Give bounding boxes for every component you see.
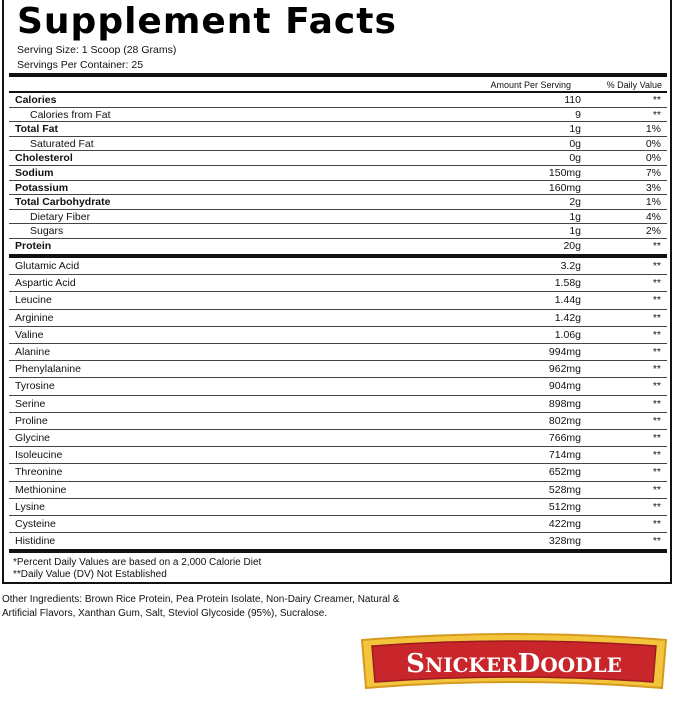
nutrient-amount: 2g: [569, 196, 581, 209]
nutrient-row: [9, 122, 667, 137]
amino-acid-amount: 1.58g: [554, 277, 581, 290]
nutrient-row: [9, 210, 667, 225]
amino-acid-row: [9, 396, 667, 413]
amino-acid-name: Histidine: [15, 535, 56, 548]
amino-acid-amount: 528mg: [548, 483, 581, 496]
other-ingredients: Other Ingredients: Brown Rice Protein, Pea Protein Isolate, Non-Dairy Creamer, Natural & Artificial Flavors, Xanthan Gum, Salt, Steviol Glycoside (95%), Sucralose.: [2, 594, 400, 619]
thick-divider-bottom: [9, 549, 667, 553]
amino-acid-amount: 994mg: [548, 346, 581, 358]
amino-acid-name: Glutamic Acid: [15, 260, 80, 272]
amino-acid-amount: 714mg: [548, 449, 581, 462]
nutrient-name: Calories: [15, 94, 57, 106]
amino-acid-name: Threonine: [15, 466, 63, 479]
nutrient-row: [9, 181, 667, 196]
amino-acid-amount: 898mg: [548, 397, 581, 410]
amino-acid-amount: 1.42g: [554, 311, 581, 324]
nutrient-amount: 9: [575, 108, 581, 121]
amino-acid-name: Isoleucine: [15, 449, 63, 462]
nutrient-daily-value: 2%: [645, 225, 661, 238]
amino-acid-amount: 766mg: [548, 432, 581, 444]
amino-acid-daily-value: **: [652, 500, 661, 513]
nutrient-name: Sugars: [30, 225, 64, 238]
amino-acid-daily-value: **: [652, 294, 661, 307]
flavor-badge-graphic: [358, 630, 670, 695]
amino-acid-amount: 328mg: [548, 535, 581, 548]
amino-acid-row: [9, 258, 667, 275]
flavor-name: SNICKERDOODLE: [406, 649, 622, 679]
amino-acid-row: [9, 482, 667, 499]
amino-acid-name: Proline: [15, 414, 48, 427]
amino-acid-name: Cysteine: [15, 518, 56, 530]
amino-acid-daily-value: **: [652, 397, 661, 410]
amino-acid-daily-value: **: [652, 449, 661, 462]
amino-acid-amount: 512mg: [548, 500, 581, 513]
nutrient-amount: 0g: [569, 152, 581, 165]
nutrient-name: Cholesterol: [15, 152, 73, 165]
amino-acid-row: [9, 378, 667, 395]
amino-acid-daily-value: **: [652, 432, 661, 444]
servings-per-container: Servings Per Container: 25: [17, 59, 144, 71]
amino-acid-amount: 904mg: [548, 380, 581, 393]
amino-acid-daily-value: **: [652, 346, 661, 358]
nutrient-row: [9, 166, 667, 181]
footnote-dv-not-established: **Daily Value (DV) Not Established: [13, 569, 167, 580]
amino-acid-daily-value: **: [652, 328, 661, 341]
amino-acid-row: [9, 516, 667, 533]
amino-acid-row: [9, 361, 667, 378]
snickerdoodle-flavor-badge: [358, 630, 670, 695]
amino-acid-daily-value: **: [652, 311, 661, 324]
thick-divider-top: [9, 73, 667, 77]
nutrient-name: Dietary Fiber: [30, 210, 91, 223]
amino-acid-row: [9, 310, 667, 327]
nutrient-daily-value: 3%: [645, 181, 661, 194]
nutrient-daily-value: **: [652, 108, 661, 121]
amino-acid-row: [9, 447, 667, 464]
amino-acid-daily-value: **: [652, 535, 661, 548]
nutrient-amount: 1g: [569, 225, 581, 238]
amino-acid-amount: 422mg: [548, 518, 581, 530]
nutrient-daily-value: **: [652, 240, 661, 252]
amino-acid-name: Valine: [15, 328, 44, 341]
nutrient-amount: 20g: [563, 240, 581, 252]
amino-acid-amount: 962mg: [548, 363, 581, 376]
amino-acid-amount: 3.2g: [560, 260, 581, 272]
serving-size: Serving Size: 1 Scoop (28 Grams): [17, 44, 177, 56]
amino-acid-amount: 1.06g: [554, 328, 581, 341]
nutrient-row: [9, 239, 667, 254]
amino-acid-row: [9, 292, 667, 309]
amino-acid-daily-value: **: [652, 277, 661, 290]
nutrient-amount: 0g: [569, 137, 581, 150]
nutrient-amount: 1g: [569, 123, 581, 136]
amino-acid-row: [9, 430, 667, 447]
nutrient-amount: 110: [564, 94, 581, 106]
nutrient-amount: 1g: [569, 210, 581, 223]
nutrient-daily-value: 1%: [645, 123, 661, 136]
amino-acid-amount: 652mg: [548, 466, 581, 479]
nutrient-name: Total Carbohydrate: [15, 196, 111, 209]
nutrient-row: [9, 108, 667, 123]
amino-acid-amount: 1.44g: [554, 294, 581, 307]
amino-acid-name: Leucine: [15, 294, 52, 307]
nutrient-row: [9, 151, 667, 166]
nutrient-row: [9, 93, 667, 108]
amino-acid-row: [9, 533, 667, 550]
nutrient-amount: 160mg: [548, 181, 581, 194]
amino-acid-name: Aspartic Acid: [15, 277, 76, 290]
amino-acid-name: Arginine: [15, 311, 54, 324]
amino-acid-row: [9, 275, 667, 292]
amino-acid-amount: 802mg: [548, 414, 581, 427]
amino-acid-daily-value: **: [652, 483, 661, 496]
label-title: Supplement Facts: [17, 1, 397, 42]
amino-acid-daily-value: **: [652, 380, 661, 393]
nutrient-amount: 150mg: [548, 167, 581, 179]
nutrient-daily-value: 0%: [645, 152, 661, 165]
nutrient-daily-value: **: [652, 94, 661, 106]
amino-acid-name: Serine: [15, 397, 46, 410]
amino-acid-row: [9, 464, 667, 481]
nutrient-row: [9, 195, 667, 210]
nutrient-daily-value: 0%: [645, 137, 661, 150]
nutrient-name: Calories from Fat: [30, 108, 111, 121]
amino-acid-name: Methionine: [15, 483, 67, 496]
amino-acid-row: [9, 344, 667, 361]
nutrient-row: [9, 137, 667, 152]
amino-acid-row: [9, 499, 667, 516]
amino-acid-daily-value: **: [652, 518, 661, 530]
amino-acid-row: [9, 327, 667, 344]
amino-acid-name: Lysine: [15, 500, 45, 513]
nutrient-name: Potassium: [15, 181, 69, 194]
nutrient-name: Sodium: [15, 167, 54, 179]
nutrient-daily-value: 4%: [645, 210, 661, 223]
amino-acid-daily-value: **: [652, 414, 661, 427]
nutrient-name: Protein: [15, 240, 52, 252]
amino-acid-name: Glycine: [15, 432, 51, 444]
amino-acid-daily-value: **: [652, 363, 661, 376]
nutrient-name: Saturated Fat: [30, 137, 94, 150]
amino-acid-daily-value: **: [652, 260, 661, 272]
amino-acid-row: [9, 413, 667, 430]
footnote-percent-dv: *Percent Daily Values are based on a 2,000 Calorie Diet: [13, 557, 262, 568]
amino-acid-name: Tyrosine: [15, 380, 55, 393]
amino-acid-name: Alanine: [15, 346, 51, 358]
amino-acid-daily-value: **: [652, 466, 661, 479]
nutrient-name: Total Fat: [15, 123, 58, 136]
nutrient-row: [9, 224, 667, 239]
nutrient-daily-value: 1%: [645, 196, 661, 209]
header-daily-value: % Daily Value: [606, 80, 662, 90]
header-amount-per-serving: Amount Per Serving: [490, 80, 571, 90]
amino-acid-name: Phenylalanine: [15, 363, 81, 376]
nutrient-daily-value: 7%: [645, 167, 661, 179]
